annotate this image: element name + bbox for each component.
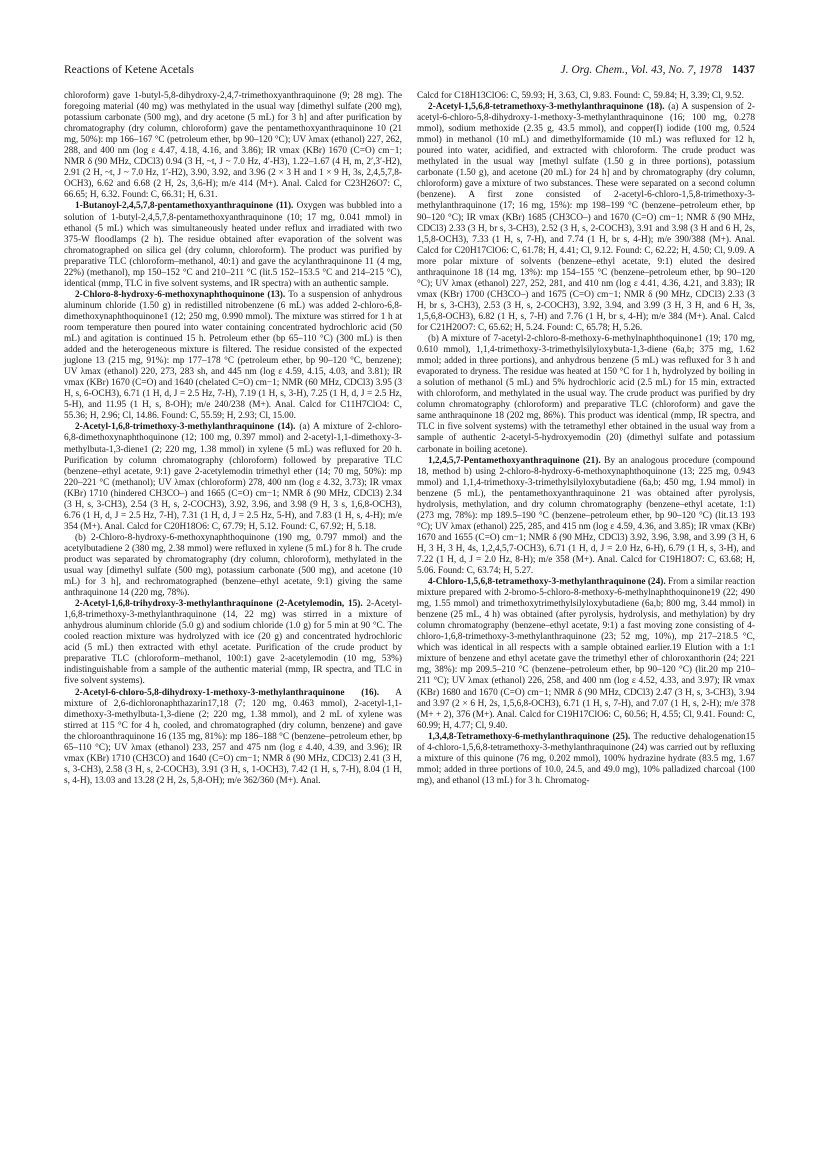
paragraph-heading: 1,2,4,5,7-Pentamethoxyanthraquinone (21). — [428, 455, 601, 466]
paragraph-heading: 4-Chloro-1,5,6,8-tetramethoxy-3-methylanthraquinone (24). — [428, 577, 666, 588]
paragraph-text: By an analogous procedure (compound 18, method b) using 2-chloro-8-hydroxy-6-methoxynaphthoquinone (13; 225 mg, 0.943 mmol) and 1,1,4-trimethoxy-3-trimethylsilyloxybutadiene (6a,b; 450 mg, 1.94 mmol) in benzene (5 mL), the pentamethoxyanthraquinone 21 was obtained after pyrolysis, hydrolysis, methylation, and dry column chromatography (benzene–ethyl acetate, 1:1) (273 mg, 78%): mp 189.5–190 °C (benzene–petroleum ether, bp 90–120 °C) (lit.13 193 °C); UV λmax (ethanol) 225, 285, and 415 nm (log ε 4.59, 4.36, and 3.85); IR νmax (KBr) 1670 and 1655 (C=O) cm−1; NMR δ (90 MHz, CDCl3) 3.92, 3.96, 3.98, and 3.99 (3 H, 6 H, 3 H, 3 H, 4s, 1,2,4,5,7-OCH3), 6.71 (1 H, d, J = 2.0 Hz, 6-H), 6.79 (1 H, s, 3-H), and 7.22 (1 H, d, J = 2.0 Hz, 8-H); m/e 358 (M+). Anal. Calcd for C19H18O7: C, 63.68; H, 5.06. Found: C, 63.74; H, 5.27. — [417, 455, 755, 577]
right-column — [417, 91, 755, 787]
paragraph — [64, 422, 402, 532]
paragraph-heading: 2-Acetyl-6-chloro-5,8-dihydroxy-1-methoxy-3-methylanthraquinone (16). — [75, 687, 380, 698]
paragraph-text: (a) A suspension of 2-acetyl-6-chloro-5,8-dihydroxy-1-methoxy-3-methylanthraquinone (16; 100 mg, 0.278 mmol), sodium methoxide (2.35 g, 43.5 mmol), and copper(I) iodide (100 mg, 0.524 mmol) in methanol (10 mL) and dimethylformamide (10 mL) was refluxed for 12 h, poured into water, acidified, and extracted with chloroform. The crude product was methylated in the usual way [methyl sulfate (1.50 g in three portions), potassium carbonate (1.50 g), and acetone (20 mL) for 24 h] and by chromatography (dry column, chloroform) gave a mixture of two substances. These were separated on a second column (benzene). A first zone consisted of 2-acetyl-6-chloro-1,5,8-trimethoxy-3-methylanthraquinone (17; 16 mg, 15%): mp 198–199 °C (benzene–petroleum ether, bp 90–120 °C); IR νmax (KBr) 1685 (CH3CO–) and 1670 (C=O) cm−1; NMR δ (90 MHz, CDCl3) 2.33 (3 H, br s, 3-CH3), 2.52 (3 H, s, 2-COCH3), 3.91 and 3.98 (3 H and 6 H, 2s, 1,5,8-OCH3), 7.33 (1 H, s, 7-H), and 7.74 (1 H, br s, 4-H); m/e 390/388 (M+). Anal. Calcd for C20H17ClO6: C, 61.78; H, 4.41; Cl, 9.12. Found: C, 62.22; H, 4.50; Cl, 9.09. A more polar mixture of solvents (benzene–ethyl acetate, 9:1) eluted the desired anthraquinone 18 (14 mg, 13%): mp 154–155 °C (benzene–petroleum ether, bp 90–120 °C); UV λmax (ethanol) 227, 252, 281, and 410 nm (log ε 4.41, 4.36, 4.21, and 3.83); IR νmax (KBr) 1700 (CH3CO–) and 1675 (C=O) cm−1; NMR δ (90 MHz, CDCl3) 2.33 (3 H, br s, 3-CH3), 2.53 (3 H, s, 2-COCH3), 3.92, 3.94, and 3.99 (3 H, 3 H, and 6 H, 3s, 1,5,6,8-OCH3), 6.82 (1 H, s, 7-H) and 7.76 (1 H, br s, 4-H); m/e 384 (M+). Anal. Calcd for C21H20O7: C, 65.62; H, 5.24. Found: C, 65.78; H, 5.26. — [417, 102, 755, 333]
paragraph — [64, 533, 402, 599]
paragraph — [417, 577, 755, 732]
paragraph-text: (a) A mixture of 2-chloro-6,8-dimethoxynaphthoquinone (12; 100 mg, 0.397 mmol) and 2-acetyl-1,1-dimethoxy-3-methylbuta-1,3-diene1 (2; 220 mg, 1.38 mmol) in xylene (5 mL) was refluxed for 20 h. Purification by column chromatography (chloroform) followed by preparative TLC (benzene–ethyl acetate, 9:1) gave 2-acetylemodin trimethyl ether (14; 70 mg, 50%): mp 220–221 °C (methanol); UV λmax (chloroform) 278, 400 nm (log ε 4.32, 3.73); IR νmax (KBr) 1710 (hindered CH3CO–) and 1665 (C=O) cm−1; NMR δ (90 MHz, CDCl3) 2.34 (3 H, s, 3-CH3), 2.54 (3 H, s, 2-COCH3), 3.92, 3.96, and 3.98 (9 H, 3 s, 1,6,8-OCH3), 6.76 (1 H, d, J = 2.5 Hz, 7-H), 7.31 (1 H, d, J = 2.5 Hz, 5-H), and 7.83 (1 H, s, 4-H); m/e 354 (M+). Anal. Calcd for C20H18O6: C, 67.79; H, 5.12. Found: C, 67.92; H, 5.18. — [64, 422, 402, 532]
left-column — [64, 91, 402, 787]
page-header — [64, 64, 755, 80]
paragraph — [417, 456, 755, 578]
paragraph — [64, 91, 402, 201]
paragraph-text: (b) 2-Chloro-8-hydroxy-6-methoxynaphthoquinone (190 mg, 0.797 mmol) and the acetylbutadiene 2 (380 mg, 2.38 mmol) were refluxed in xylene (5 mL) for 8 h. The crude product was separated by chromatography (dry column, chloroform), methylated in the usual way [dimethyl sulfate (500 mg), potassium carbonate (500 mg), and acetone (10 mL) for 3 h], and rechromatographed (benzene–ethyl acetate, 9:1) giving the same anthraquinone 14 (220 mg, 78%). — [64, 532, 402, 599]
paragraph — [64, 599, 402, 687]
paragraph — [417, 91, 755, 102]
paragraph-text: To a suspension of anhydrous aluminum chloride (1.50 g) in redistilled nitrobenzene (6 mL) was added 2-chloro-6,8-dimethoxynaphthoquinone1 (12; 250 mg, 0.990 mmol). The mixture was stirred for 1 h at room temperature then poured into water containing concentrated hydrochloric acid (50 mL) and agitation is continued 15 h. Petroleum ether (bp 65–110 °C) (300 mL) is then added and the heterogeneous mixture is filtered. The residue consisted of the expected juglone 13 (215 mg, 91%): mp 177–178 °C (petroleum ether, bp 90–120 °C, benzene); UV λmax (ethanol) 220, 273, 283 sh, and 445 nm (log ε 4.59, 4.15, 4.03, and 3.81); IR νmax (KBr) 1670 (C=O) and 1640 (chelated C=O) cm−1; NMR (60 MHz, CDCl3) 3.95 (3 H, s, 6-OCH3), 6.71 (1 H, d, J = 2.5 Hz, 7-H), 7.19 (1 H, s, 3-H), 7.25 (1 H, d, J = 2.5 Hz, 5-H), and 11.95 (1 H, s, 8-OH); m/e 240/238 (M+). Anal. Calcd for C11H7ClO4: C, 55.36; H, 2.96; Cl, 14.86. Found: C, 55.59; H, 2.93; Cl, 15.00. — [64, 289, 403, 422]
running-title: Reactions of Ketene Acetals — [64, 64, 194, 76]
paragraph-text: From a similar reaction mixture prepared with 2-bromo-5-chloro-8-methoxy-6-methylnaphthoquinone19 (22; 490 mg, 1.55 mmol) and trimethoxytrimethylsilyloxybutadiene (6a,b; 800 mg, 3.44 mmol) in benzene (25 mL, 4 h) was obtained (after pyrolysis, hydrolysis, and methylation) by dry column chromatography (benzene–ethyl acetate, 9:1) a fast moving zone consisting of 4-chloro-1,6,8-trimethoxy-3-methylanthraquinone (23; 52 mg, 10%), mp 217–218.5 °C, which was identical in all respects with a sample obtained earlier.19 Elution with a 1:1 mixture of benzene and ethyl acetate gave the trimethyl ether of chloroxanthorin (24; 221 mg, 38%): mp 209.5–210 °C (benzene–petroleum ether, bp 90–120 °C) (lit.20 mp 210–211 °C); UV λmax (ethanol) 226, 258, and 400 nm (log ε 4.52, 4.33, and 3.97); IR νmax (KBr) 1680 and 1670 (C=O) cm−1; NMR δ (90 MHz, CDCl3) 2.47 (3 H, s, 3-CH3), 3.94 and 3.97 (2 × 6 H, 2s, 1,5,6,8-OCH3), 6.71 (1 H, s, 7-H), and 7.07 (1 H, s, 2-H); m/e 378 (M+ + 2), 376 (M+). Anal. Calcd for C19H17ClO6: C, 60.56; H, 4.55; Cl, 9.41. Found: C, 60.99; H, 4.77; Cl, 9.40. — [417, 577, 755, 731]
paragraph-heading: 2-Acetyl-1,6,8-trimethoxy-3-methylanthraquinone (14). — [75, 422, 296, 433]
paragraph-text: A mixture of 2,6-dichloronaphthazarin17,18 (7; 120 mg, 0.463 mmol), 2-acetyl-1,1-dimethoxy-3-methylbuta-1,3-diene (2; 220 mg, 1.38 mmol), and 2 mL of xylene was stirred at 115 °C for 4 h, cooled, and chromatographed (dry column, benzene) and gave the chloroanthraquinone 16 (135 mg, 81%): mp 186–188 °C (benzene–petroleum ether, bp 65–110 °C); UV λmax (ethanol) 233, 257 and 475 nm (log ε 4.40, 4.39, and 3.96); IR νmax (KBr) 1710 (CH3CO) and 1640 (C=O) cm−1; NMR δ (90 MHz, CDCl3) 2.41 (3 H, s, 3-CH3), 2.58 (3 H, s, 2-COCH3), 3.91 (3 H, s, 1-OCH3), 7.42 (1 H, s, 7-H), 8.04 (1 H, s, 4-H), 13.03 and 13.28 (2 H, 2s, 5,8-OH); m/e 362/360 (M+). Anal. — [64, 687, 402, 786]
paragraph-text: The reductive dehalogenation15 of 4-chloro-1,5,6,8-tetramethoxy-3-methylanthraquinone (24) was carried out by refluxing a mixture of this quinone (76 mg, 0.202 mmol), 100% hydrazine hydrate (83.5 mg, 1.67 mmol; added in three portions of 10.0, 24.5, and 49.0 mg), 10% palladized charcoal (100 mg), and ethanol (13 mL) for 3 h. Chromatog- — [417, 731, 755, 786]
paragraph-text: Calcd for C18H13ClO6: C, 59.93; H, 3.63, Cl, 9.83. Found: C, 59.84; H, 3.39; Cl, 9.52. — [417, 91, 744, 101]
paragraph — [64, 688, 402, 787]
page-number: 1437 — [732, 64, 755, 76]
paragraph — [64, 201, 402, 289]
paragraph-heading: 2-Acetyl-1,5,6,8-tetramethoxy-3-methylanthraquinone (18). — [428, 102, 665, 113]
paragraph — [417, 334, 755, 456]
paragraph — [64, 290, 402, 423]
paragraph-text: Oxygen was bubbled into a solution of 1-butyl-2,4,5,7,8-pentamethoxyanthraquinone (10; 17 mg, 0.041 mmol) in ethanol (5 mL) which was simultaneously heated under reflux and irradiated with two 375-W floodlamps (2 h). The residue obtained after evaporation of the solvent was chromatographed on silica gel (dry column, chloroform). The product was purified by preparative TLC (chloroform–methanol, 40:1) and gave the acylanthraquinone 11 (4 mg, 22%) (methanol), mp 150–152 °C and 210–211 °C (lit.5 152–153.5 °C and 214–215 °C), identical (mmp, TLC in five solvent systems, and IR spectra) with an authentic sample. — [64, 201, 403, 289]
paragraph — [417, 732, 755, 787]
journal-citation — [560, 64, 755, 76]
paragraph-heading: 2-Acetyl-1,6,8-trihydroxy-3-methylanthraquinone (2-Acetylemodin, 15). — [75, 599, 363, 610]
paragraph-text: chloroform) gave 1-butyl-5,8-dihydroxy-2,4,7-trimethoxyanthraquinone (9; 28 mg). The foregoing material (40 mg) was methylated in the usual way [dimethyl sulfate (200 mg), potassium carbonate (500 mg), and dry acetone (5 mL) for 3 h] and after purification by chromatography (dry column, chloroform) gave the pentamethoxyanthraquinone 10 (21 mg, 50%): mp 166–167 °C (petroleum ether, bp 90–120 °C); UV λmax (ethanol) 227, 262, 288, and 400 nm (log ε 4.47, 4.18, 4.16, and 3.86); IR νmax (KBr) 1670 (C=O) cm−1; NMR δ (90 MHz, CDCl3) 0.94 (3 H, ~t, J ~ 7.0 Hz, 4′-H3), 1.22–1.67 (4 H, m, 2′,3′-H2), 2.91 (2 H, ~t, J ~ 7.0 Hz, 1′-H2), 3.90, 3.92, and 3.96 (2 × 3 H and 1 × 9 H, 3s, 2,4,5,7,8-OCH3), 6.62 and 6.68 (2 H, 2s, 3,6-H); m/e 414 (M+). Anal. Calcd for C23H26O7: C, 66.65; H, 6.32. Found: C, 66.31; H, 6.31. — [64, 91, 402, 201]
journal-name: J. Org. Chem., Vol. 43, No. 7, 1978 — [560, 64, 722, 76]
paragraph-heading: 2-Chloro-8-hydroxy-6-methoxynaphthoquinone (13). — [75, 289, 286, 300]
paragraph-text: (b) A mixture of 7-acetyl-2-chloro-8-methoxy-6-methylnaphthoquinone1 (19; 170 mg, 0.610 mmol), 1,1,4-trimethoxy-3-trimethylsilyloxybuta-1,3-diene (6a,b; 375 mg, 1.62 mmol; added in three portions), and anhydrous benzene (5 mL) was refluxed for 3 h and evaporated to dryness. The residue was heated at 150 °C for 1 h, hydrolyzed by boiling in a solution of methanol (5 mL) and 5% hydrochloric acid (2.5 mL) for 15 min, extracted with chloroform, and methylated in the usual way. The crude product was purified by dry column chromatography (chloroform) and preparative TLC (chloroform) and gave the same anthraquinone 18 (202 mg, 86%). This product was identical (mmp, IR spectra, and TLC in five solvent systems) with the tetramethyl ether obtained in the usual way from a sample of authentic 2-acetyl-5-hydroxyemodin (20) (dimethyl sulfate and potassium carbonate in boiling acetone). — [417, 334, 755, 455]
paragraph-text: 2-Acetyl-1,6,8-trimethoxy-3-methylanthraquinone (14, 22 mg) was stirred in a mixture of anhydrous aluminum chloride (5.0 g) and sodium chloride (1.0 g) for 5 min at 90 °C. The cooled reaction mixture was hydrolyzed with ice (20 g) and concentrated hydrochloric acid (5 mL) then extracted with ethyl acetate. Purification of the crude product by preparative TLC (chloroform–methanol, 100:1) gave 2-acetylemodin (10 mg, 53%) indistinguishable from a sample of the authentic material (mmp, IR spectra, and TLC in five solvent systems). — [64, 599, 403, 687]
paragraph — [417, 102, 755, 334]
paragraph-heading: 1-Butanoyl-2,4,5,7,8-pentamethoxyanthraquinone (11). — [75, 201, 294, 212]
paragraph-heading: 1,3,4,8-Tetramethoxy-6-methylanthraquinone (25). — [428, 731, 631, 742]
